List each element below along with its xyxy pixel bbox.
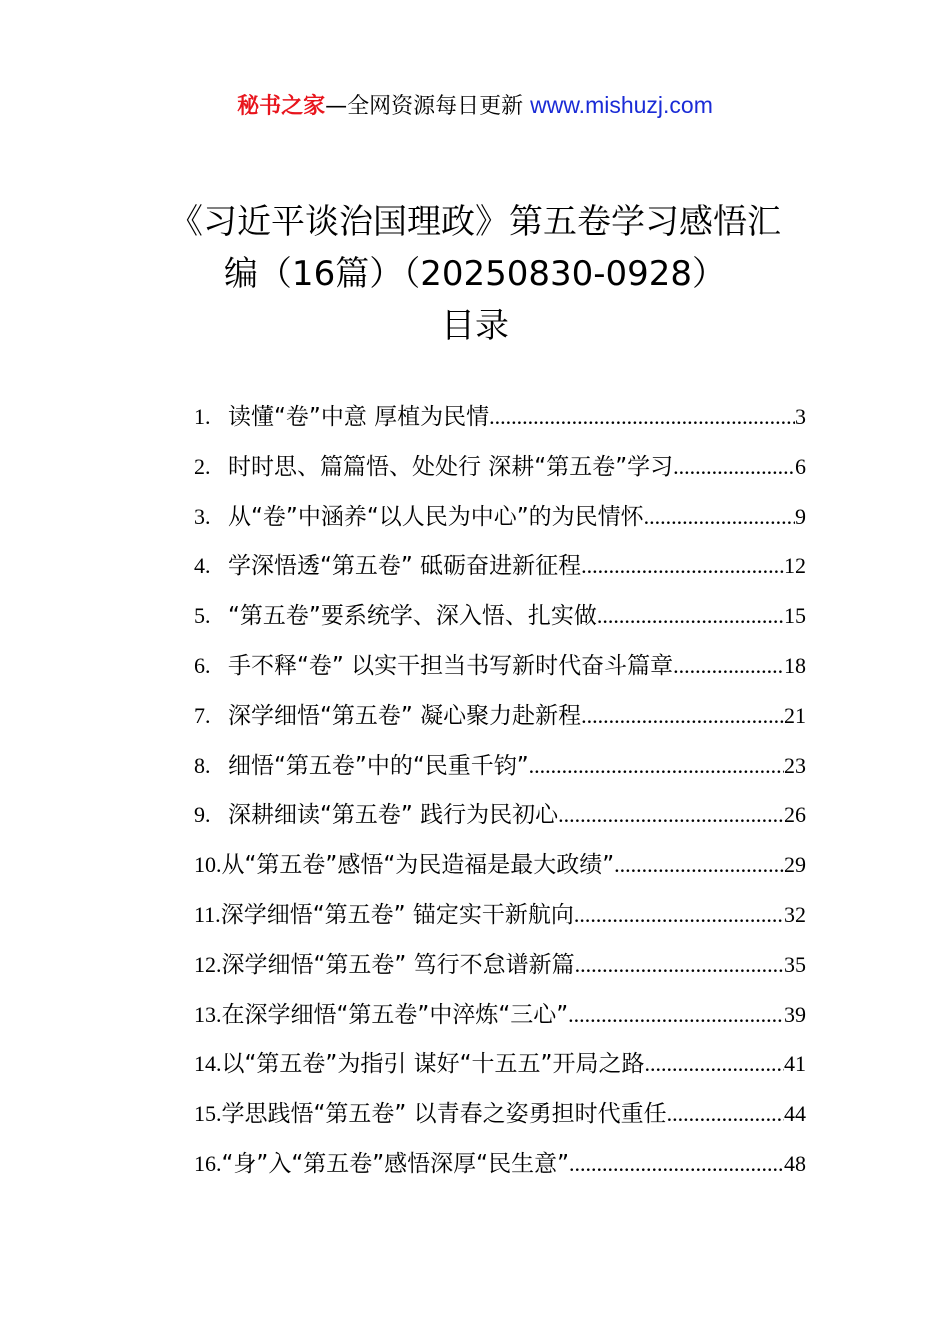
- title-line-2: 编（16篇）（20250830-0928）: [223, 254, 727, 294]
- toc-entry-number: 9.: [194, 802, 211, 828]
- toc-entry[interactable]: [194, 741, 806, 791]
- site-banner: [0, 88, 950, 124]
- toc-dot-leader: [597, 591, 784, 641]
- toc-entry-title: 读懂“卷”中意 厚植为民情: [228, 404, 490, 430]
- toc-entry-title: 时时思、篇篇悟、处处行 深耕“第五卷”学习: [228, 453, 674, 480]
- toc-entry-page-number: 12: [784, 553, 806, 579]
- toc-entry-page-number: 29: [784, 852, 806, 878]
- toc-entry-title: 深学细悟“第五卷” 凝心聚力赴新程: [228, 702, 582, 729]
- toc-entry-page-number: 9: [795, 503, 806, 529]
- toc-entry-page-number: 35: [784, 951, 806, 977]
- toc-entry-title: 从“卷”中涵养“以人民为中心”的为民情怀: [228, 503, 644, 530]
- toc-entry[interactable]: [194, 641, 806, 691]
- toc-entry-number: 5.: [194, 603, 211, 629]
- toc-entry[interactable]: [194, 890, 806, 940]
- toc-entry-title: “第五卷”要系统学、深入悟、扎实做: [228, 603, 597, 630]
- toc-entry[interactable]: [194, 940, 806, 990]
- toc-dot-leader: [489, 392, 795, 442]
- toc-dot-leader: [575, 940, 784, 990]
- toc-entry-number: 8.: [194, 752, 211, 778]
- toc-entry[interactable]: [194, 1089, 806, 1139]
- toc-entry-page-number: 18: [784, 652, 806, 678]
- toc-entry-page-number: 32: [784, 901, 806, 927]
- toc-entry-number: 12.: [194, 951, 222, 977]
- toc-entry-page-number: 3: [795, 404, 806, 429]
- toc-entry-title: 从“第五卷”感悟“为民造福是最大政绩”: [221, 852, 615, 879]
- site-url-link[interactable]: www.mishuzj.com: [530, 92, 713, 118]
- toc-entry-number: 11.: [194, 901, 221, 927]
- toc-entry-number: 14.: [194, 1051, 222, 1077]
- toc-dot-leader: [569, 1139, 784, 1189]
- document-title: [100, 196, 850, 352]
- toc-entry-page-number: 15: [784, 603, 806, 629]
- toc-dot-leader: [614, 840, 784, 890]
- toc-dot-leader: [673, 442, 795, 492]
- toc-dot-leader: [568, 990, 784, 1040]
- title-line-1: 《习近平谈治国理政》第五卷学习感悟汇: [169, 202, 781, 242]
- toc-entry[interactable]: [194, 790, 806, 840]
- toc-entry-title: 学深悟透“第五卷” 砥砺奋进新征程: [228, 553, 582, 580]
- toc-entry[interactable]: [194, 990, 806, 1040]
- toc-entry-page-number: 48: [784, 1150, 806, 1176]
- toc-dot-leader: [581, 541, 784, 591]
- toc-entry[interactable]: [194, 1139, 806, 1189]
- toc-dot-leader: [558, 790, 784, 840]
- toc-heading: 目录: [441, 306, 509, 346]
- toc-dot-leader: [581, 691, 784, 741]
- banner-tagline: —全网资源每日更新: [325, 94, 531, 119]
- brand-name: 秘书之家: [237, 94, 326, 119]
- toc-entry-page-number: 44: [784, 1101, 806, 1127]
- toc-entry-number: 4.: [194, 553, 211, 579]
- toc-entry-title: 细悟“第五卷”中的“民重千钧”: [228, 752, 529, 779]
- toc-entry-number: 6.: [194, 652, 211, 678]
- toc-entry[interactable]: [194, 392, 806, 442]
- toc-entry[interactable]: [194, 840, 806, 890]
- toc-entry-number: 15.: [194, 1101, 222, 1127]
- toc-entry-page-number: 39: [784, 1001, 806, 1027]
- toc-entry-number: 13.: [194, 1001, 222, 1027]
- toc-dot-leader: [644, 492, 795, 542]
- toc-entry-title: 在深学细悟“第五卷”中淬炼“三心”: [221, 1001, 569, 1028]
- toc-entry-number: 7.: [194, 702, 211, 728]
- toc-entry-title: 学思践悟“第五卷” 以青春之姿勇担时代重任: [221, 1101, 667, 1128]
- toc-entry-number: 10.: [194, 852, 222, 878]
- toc-entry-page-number: 41: [784, 1051, 806, 1077]
- toc-entry-page-number: 6: [795, 453, 806, 479]
- toc-entry-number: 16.: [194, 1150, 222, 1176]
- toc-dot-leader: [644, 1039, 784, 1089]
- toc-entry-title: 深学细悟“第五卷” 锚定实干新航向: [220, 901, 574, 928]
- toc-dot-leader: [667, 1089, 784, 1139]
- toc-entry-title: “身”入“第五卷”感悟深厚“民生意”: [221, 1150, 569, 1177]
- table-of-contents: [194, 392, 806, 1189]
- toc-dot-leader: [529, 741, 784, 791]
- toc-dot-leader: [673, 641, 784, 691]
- toc-entry[interactable]: [194, 1039, 806, 1089]
- toc-entry[interactable]: [194, 691, 806, 741]
- toc-entry-page-number: 23: [784, 752, 806, 778]
- toc-entry-page-number: 26: [784, 802, 806, 828]
- toc-entry[interactable]: [194, 442, 806, 492]
- toc-entry-number: 2.: [194, 453, 211, 479]
- toc-entry-number: 1.: [194, 404, 211, 429]
- toc-entry-title: 深学细悟“第五卷” 笃行不怠谱新篇: [221, 951, 575, 978]
- toc-entry-title: 手不释“卷” 以实干担当书写新时代奋斗篇章: [228, 652, 674, 679]
- toc-entry-title: 深耕细读“第五卷” 践行为民初心: [228, 802, 559, 829]
- toc-entry-title: 以“第五卷”为指引 谋好“十五五”开局之路: [221, 1051, 645, 1078]
- toc-entry-number: 3.: [194, 503, 211, 529]
- toc-entry[interactable]: [194, 492, 806, 542]
- toc-entry[interactable]: [194, 591, 806, 641]
- toc-entry[interactable]: [194, 541, 806, 591]
- toc-dot-leader: [574, 890, 784, 940]
- toc-entry-page-number: 21: [784, 702, 806, 728]
